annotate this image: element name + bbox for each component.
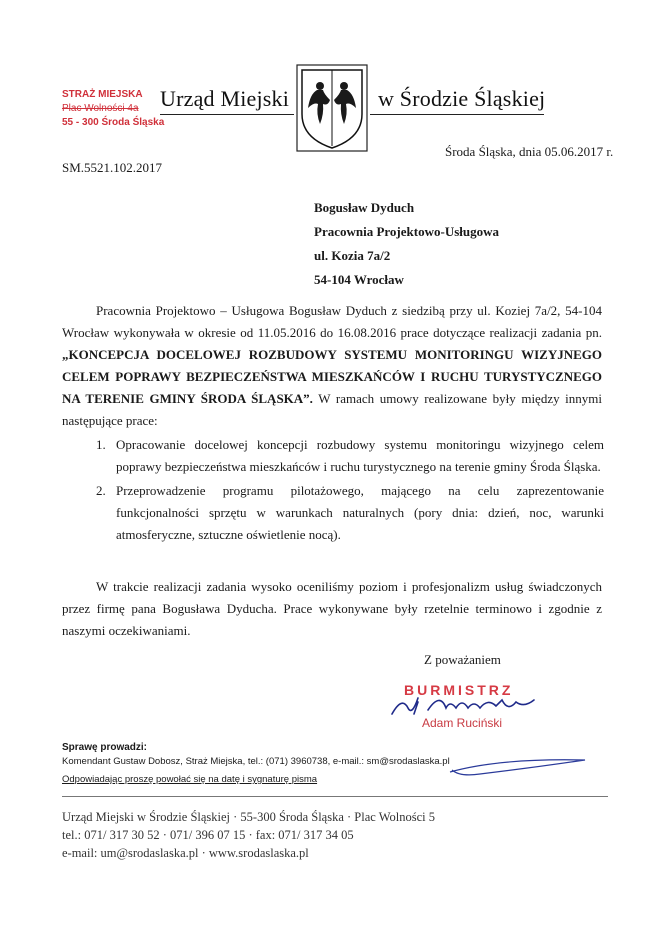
stamp-line-1: STRAŻ MIEJSKA [62, 89, 143, 100]
works-list [96, 434, 604, 548]
recipient-name: Bogusław Dyduch [314, 200, 415, 215]
list-text: Przeprowadzenie programu pilotażowego, mającego na celu zaprezentowanie funkcjonalności sprzętu w warunkach naturalnych (pory dnia: dzień, noc, warunki atmosferyczne, sztuczne oświetlenie nocą). [116, 483, 604, 542]
project-title: „KONCEPCJA DOCELOWEJ ROZBUDOWY SYSTEMU MONITORINGU WIZYJNEGO CELEM POPRAWY BEZPIECZEŃSTWA MIESZKAŃCÓW I RUCHU TURYSTYCZNEGO NA TERENIE GMINY ŚRODA ŚLĄSKA”. [62, 347, 602, 406]
recipient-city: 54-104 Wrocław [314, 272, 404, 287]
footer-line-3: e-mail: um@srodaslaska.pl · www.srodaslaska.pl [62, 846, 309, 860]
paragraph-1-end: W ramach umowy realizowane były między innymi następujące prace: [62, 391, 603, 428]
signer-name: Adam Ruciński [422, 716, 503, 730]
paragraph-1-start: Pracownia Projektowo – Usługowa Bogusław Dyduch z siedzibą przy ul. Koziej 7a/2, 54-104 Wrocław wykonywała w okresie od 11.05.2016 do 16.08.2016 prace dotyczące realizacji zadania pn. [62, 303, 602, 340]
list-item [96, 434, 604, 478]
footer-line-1: Urząd Miejski w Środzie Śląskiej · 55-300 Środa Śląska · Plac Wolności 5 [62, 810, 436, 824]
list-item [96, 480, 604, 546]
footer-line-2: tel.: 071/ 317 30 52 · 071/ 396 07 15 · fax: 071/ 317 34 05 [62, 828, 354, 842]
footer-divider [62, 796, 608, 797]
list-number: 2. [96, 483, 106, 498]
body-paragraph-2: W trakcie realizacji zadania wysoko oceniliśmy poziom i profesjonalizm usług świadczonych przez firmę pana Bogusława Dyducha. Prace wykonywane były rzetelnie terminowo i zgodnie z naszymi oczekiwaniami. [62, 579, 602, 638]
reference-number: SM.5521.102.2017 [62, 160, 163, 175]
footer-address [62, 808, 435, 862]
recipient-address [314, 196, 499, 292]
eagle-crest-icon [296, 64, 368, 152]
closing-regards: Z poważaniem [424, 652, 501, 667]
stamp-line-2: Plac Wolności 4a [62, 103, 139, 114]
reference-note: Odpowiadając proszę powołać się na datę i sygnaturę pisma [62, 774, 318, 785]
mayor-stamp-title: BURMISTRZ [404, 682, 514, 698]
body-paragraph-1 [62, 300, 602, 432]
municipal-guard-stamp [62, 88, 164, 130]
header-rule-left [160, 114, 294, 115]
case-handler-label: Sprawę prowadzi: [62, 742, 148, 753]
header-rule-right [370, 114, 544, 115]
place-date: Środa Śląska, dnia 05.06.2017 r. [445, 144, 614, 159]
pen-stroke [440, 752, 590, 787]
case-handler-details: Komendant Gustaw Dobosz, Straż Miejska, tel.: (071) 3960738, e-mail.: sm@srodaslaska.pl [62, 756, 450, 767]
header-title-right: w Środzie Śląskiej [378, 86, 546, 111]
header-title-left: Urząd Miejski [160, 86, 290, 111]
list-number: 1. [96, 437, 106, 452]
recipient-street: ul. Kozia 7a/2 [314, 248, 391, 263]
recipient-company: Pracownia Projektowo-Usługowa [314, 224, 499, 239]
stamp-line-3: 55 - 300 Środa Śląska [62, 117, 165, 128]
list-text: Opracowanie docelowej koncepcji rozbudowy systemu monitoringu wizyjnego celem poprawy bezpieczeństwa mieszkańców i ruchu turystycznego na terenie gminy Środa Śląska. [116, 437, 604, 474]
